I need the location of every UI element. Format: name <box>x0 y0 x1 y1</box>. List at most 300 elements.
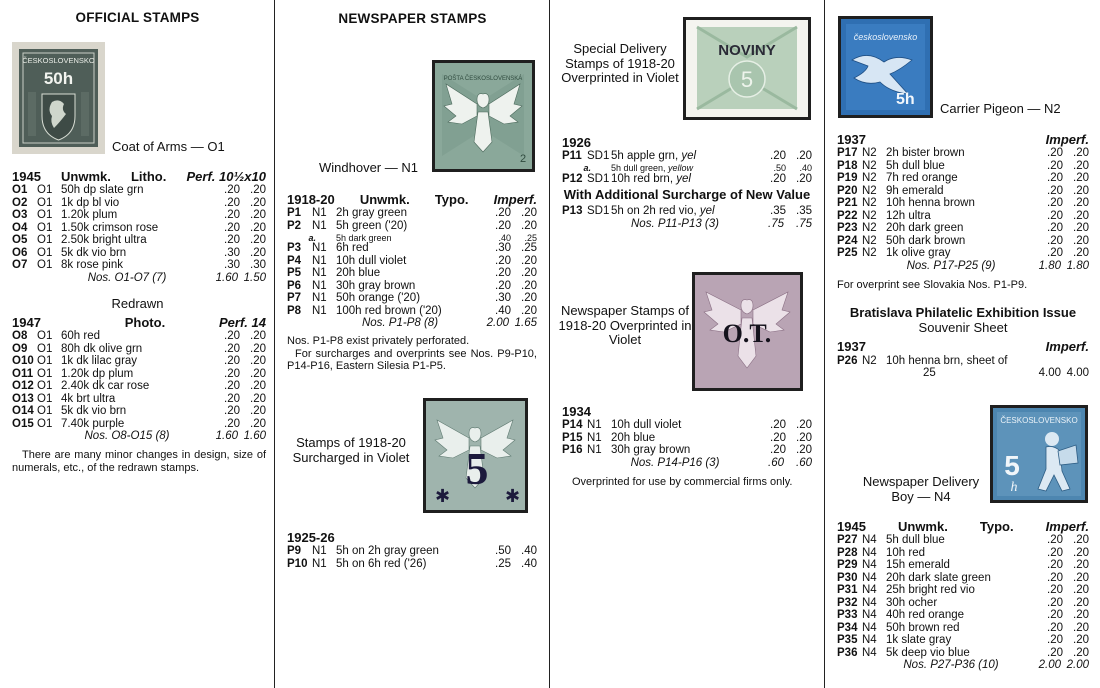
catalog-number: P30 <box>837 571 858 584</box>
description-text: 1.20k plum <box>61 209 118 222</box>
stamp-row <box>837 223 1089 236</box>
stamp-unit-text: h <box>1010 480 1018 495</box>
stamp-description <box>61 418 214 431</box>
description-text: 80h dk olive grn <box>61 342 143 355</box>
stamp-value-text: 2 <box>520 153 527 165</box>
design-type: N4 <box>862 646 877 659</box>
issue-print: Typo. <box>979 519 1014 534</box>
surcharged-stamp-image <box>423 398 528 513</box>
catalog-number: P27 <box>837 534 858 547</box>
mint-value: .20 <box>495 279 511 292</box>
catalog-number: O9 <box>12 342 28 355</box>
stamp-row <box>837 585 1089 598</box>
overprint-1934-listing <box>562 405 812 488</box>
stamp-row <box>837 572 1089 585</box>
stamp-description <box>336 305 485 318</box>
stamp-description <box>336 545 485 558</box>
catalog-number: P29 <box>837 559 858 572</box>
catalog-number: O7 <box>12 259 28 272</box>
total-row: Nos. P1-P8 (8) 2.00 1.65 <box>361 317 537 330</box>
stamp-description <box>61 330 214 343</box>
catalog-number: O11 <box>12 367 34 380</box>
used-value: .20 <box>1073 609 1089 622</box>
total-row: Nos. O1-O7 (7) 1.60 1.50 <box>87 271 266 284</box>
stamp-row <box>562 420 812 433</box>
catalog-number: P9 <box>287 545 302 558</box>
stamp-description <box>886 572 1037 585</box>
stamp-description <box>336 280 485 293</box>
stamp-row <box>837 547 1089 560</box>
catalog-number: P32 <box>837 596 858 609</box>
catalog-number: P21 <box>837 197 858 210</box>
description-text: 5h dull blue <box>886 534 945 547</box>
catalog-number: P31 <box>837 584 858 597</box>
used-value: .20 <box>1073 159 1089 172</box>
stamp-row <box>287 546 537 559</box>
design-type: O1 <box>37 405 53 418</box>
stamp-frame-text: POŠTA ČESKOSLOVENSKÁ <box>443 76 523 82</box>
stamp-row <box>837 535 1089 548</box>
mint-value: .20 <box>1047 596 1063 609</box>
design-type: O1 <box>37 330 53 343</box>
stamp-list <box>562 151 812 186</box>
stamp-row <box>837 610 1089 623</box>
stamp-list <box>837 148 1089 261</box>
stamp-row <box>12 260 266 273</box>
catalog-number: P10 <box>287 557 308 570</box>
stamp-description <box>61 209 214 222</box>
description-text: 12h ultra <box>886 209 931 222</box>
mint-value: .20 <box>224 234 240 247</box>
stamp-row <box>562 432 812 445</box>
stamp-value-text: 5 <box>1004 450 1020 481</box>
column-newspaper <box>275 0 550 688</box>
design-type: O1 <box>37 234 53 247</box>
stamp-row <box>287 208 537 221</box>
issue-header <box>837 520 1089 535</box>
catalog-number: P13 <box>562 205 583 218</box>
issue-header <box>837 340 1089 355</box>
used-value: .20 <box>1073 172 1089 185</box>
stamp-caption: Carrier Pigeon — N2 <box>940 101 1061 116</box>
total-row: Nos. P11-P13 (3) .75 .75 <box>631 217 812 230</box>
stamp-description <box>886 597 1037 610</box>
mint-value: .20 <box>1047 234 1063 247</box>
mint-value: .20 <box>495 219 511 232</box>
mint-value: .20 <box>224 392 240 405</box>
mint-value: .20 <box>495 267 511 280</box>
issue-header <box>837 133 1089 148</box>
stamp-list <box>287 208 537 318</box>
issue-perf: Perf. 10½x10 <box>186 169 266 184</box>
description-text: 20h dark green <box>886 222 964 235</box>
stamp-row <box>12 185 266 198</box>
used-value: .25 <box>521 242 537 255</box>
stamp-description <box>611 150 760 163</box>
stamp-description <box>336 220 485 233</box>
official-1945-listing <box>12 170 266 285</box>
catalog-number: a. <box>308 232 316 243</box>
used-value: .20 <box>796 172 812 185</box>
mint-value: .20 <box>224 196 240 209</box>
design-type: N4 <box>862 584 877 597</box>
stamp-row <box>287 558 537 571</box>
description-text: 5h dark green <box>336 232 392 243</box>
catalog-number: P2 <box>287 219 302 232</box>
mint-value: .20 <box>1047 559 1063 572</box>
design-type: SD1 <box>587 205 610 218</box>
mint-value: .20 <box>1047 247 1063 260</box>
stamp-list <box>562 205 812 218</box>
design-type: N2 <box>862 147 877 160</box>
catalog-number: P33 <box>837 609 858 622</box>
stamp-row <box>837 597 1089 610</box>
description-text: 7.40k purple <box>61 417 125 430</box>
used-value: .20 <box>250 184 266 197</box>
used-value: .25 <box>524 232 537 243</box>
issue-year: 1925-26 <box>287 530 335 545</box>
noviny-stamp-image <box>683 17 811 120</box>
catalog-number: O8 <box>12 330 28 343</box>
stamp-list <box>12 331 266 431</box>
stamp-description <box>336 292 485 305</box>
design-type: N2 <box>862 197 877 210</box>
stamp-description <box>886 235 1037 248</box>
paper-color: yel <box>676 172 691 185</box>
stamp-description <box>886 210 1037 223</box>
issue-perf: Imperf. <box>493 192 537 207</box>
catalog-number: P8 <box>287 304 302 317</box>
catalog-number: O5 <box>12 234 28 247</box>
catalog-number: P28 <box>837 546 858 559</box>
stamp-description <box>886 160 1037 173</box>
stamp-list <box>562 420 812 458</box>
stamp-description <box>61 343 214 356</box>
catalog-number: P6 <box>287 279 302 292</box>
catalog-number: P1 <box>287 207 302 220</box>
mint-value: .20 <box>1047 147 1063 160</box>
stamp-row <box>287 243 537 256</box>
stamp-description <box>886 559 1037 572</box>
catalog-number: P14 <box>562 419 583 432</box>
stamp-list <box>12 185 266 273</box>
stamp-row: P26 N2 10h henna brn, sheet of <box>837 354 1008 367</box>
ot-stamp-image <box>692 272 803 391</box>
mint-value: .20 <box>1047 546 1063 559</box>
stamp-row <box>287 233 537 243</box>
stamp-row <box>837 185 1089 198</box>
coat-of-arms-stamp-image <box>12 42 105 154</box>
used-value: .20 <box>1073 571 1089 584</box>
description-text: 2h bister brown <box>886 147 965 160</box>
design-type: N4 <box>862 621 877 634</box>
design-type: O1 <box>37 184 53 197</box>
stamp-description <box>886 584 1037 597</box>
overprint-text: NOVINY <box>718 42 776 59</box>
stamp-value-text: 5 <box>740 67 754 92</box>
svg-text:✱: ✱ <box>435 486 451 507</box>
boy-caption: Newspaper Delivery Boy — N4 <box>862 474 980 504</box>
description-text: 10h henna brown <box>886 197 975 210</box>
catalog-number: a. <box>583 163 591 174</box>
column-overprints <box>550 0 825 688</box>
stamp-description <box>61 393 214 406</box>
used-value: .20 <box>1073 646 1089 659</box>
mint-value: .20 <box>224 367 240 380</box>
used-value: .40 <box>799 163 812 174</box>
catalog-number: P34 <box>837 621 858 634</box>
description-text: 5h green ('20) <box>336 219 408 232</box>
stamp-row <box>837 173 1089 186</box>
issue-print: Photo. <box>124 315 166 330</box>
used-value: .20 <box>796 431 812 444</box>
catalog-number: P12 <box>562 172 583 185</box>
design-type: N1 <box>587 444 602 457</box>
noviny-caption: Special Delivery Stamps of 1918-20 Overprinted in Violet <box>561 41 679 86</box>
used-value: .20 <box>521 207 537 220</box>
stamp-description <box>611 163 760 173</box>
stamp-description <box>886 634 1037 647</box>
mint-value: .20 <box>1047 172 1063 185</box>
mint-value: .20 <box>224 221 240 234</box>
catalog-number: O13 <box>12 392 34 405</box>
description-text: 4k brt ultra <box>61 392 116 405</box>
design-type: N2 <box>862 222 877 235</box>
mint-value: .20 <box>770 444 786 457</box>
total-row: Nos. P17-P25 (9) 1.80 1.80 <box>906 259 1089 272</box>
description-text: 1k dk lilac gray <box>61 355 138 368</box>
stamp-description <box>61 380 214 393</box>
stamp-row <box>562 163 812 173</box>
mint-value: .20 <box>1047 621 1063 634</box>
used-value: .20 <box>1073 634 1089 647</box>
mint-value: .20 <box>224 355 240 368</box>
mint-value: .20 <box>224 380 240 393</box>
stamp-list <box>837 535 1089 660</box>
description-text: 5h on 2h gray green <box>336 545 439 558</box>
used-value: .20 <box>521 219 537 232</box>
stamp-row <box>12 247 266 260</box>
stamp-row <box>287 255 537 268</box>
description-text: 20h dark slate green <box>886 571 991 584</box>
description-text: 1.20k dp plum <box>61 367 134 380</box>
used-value: .40 <box>521 557 537 570</box>
description-text: 5h on 6h red ('26) <box>336 557 427 570</box>
used-value: .20 <box>521 254 537 267</box>
used-value: .20 <box>250 380 266 393</box>
catalog-number: P4 <box>287 254 302 267</box>
mint-value: .20 <box>1047 646 1063 659</box>
stamp-row <box>562 445 812 458</box>
used-value: .20 <box>521 292 537 305</box>
design-type: N1 <box>312 304 327 317</box>
stamp-row <box>837 160 1089 173</box>
stamp-country-text: ČESKOSLOVENSKO <box>22 56 95 65</box>
stamp-description <box>611 432 760 445</box>
used-value: .20 <box>796 150 812 163</box>
redrawn-heading: Redrawn <box>111 296 164 311</box>
catalog-number: P35 <box>837 634 858 647</box>
paper-color: yel <box>699 205 715 218</box>
catalog-number: O4 <box>12 221 28 234</box>
stamp-row <box>12 406 266 419</box>
stamp-row <box>287 268 537 281</box>
stamp-caption: Windhover — N1 <box>319 160 418 175</box>
overprint-text: O.T. <box>722 319 772 348</box>
used-value: .20 <box>250 196 266 209</box>
description-text: 7h red orange <box>886 172 958 185</box>
catalog-number: O2 <box>12 196 28 209</box>
description-text: 6h red <box>336 242 369 255</box>
stamp-description <box>61 234 214 247</box>
issue-watermark: Unwmk. <box>61 169 111 184</box>
used-value: .20 <box>1073 546 1089 559</box>
description-text: 8k rose pink <box>61 259 124 272</box>
catalog-number: P7 <box>287 292 302 305</box>
issue-print: Litho. <box>130 169 167 184</box>
description-text: 9h emerald <box>886 184 944 197</box>
used-value: .20 <box>250 417 266 430</box>
surcharge-note: For surcharges and overprints see Nos. P9-P10, P14-P16, Eastern Silesia P1-P5. <box>287 347 537 373</box>
stamp-row <box>12 235 266 248</box>
description-text: 5k dk vio brn <box>61 246 127 259</box>
description-text: 30h gray brown <box>611 444 691 457</box>
stamp-row <box>837 647 1089 660</box>
catalog-number: P19 <box>837 172 858 185</box>
used-value: .20 <box>796 419 812 432</box>
surcharge-heading: With Additional Surcharge of New Value <box>563 186 811 202</box>
issue-header <box>12 316 266 331</box>
stamp-description <box>61 247 214 260</box>
mint-value: .20 <box>224 209 240 222</box>
redrawn-note: There are many minor changes in design, size of numerals, etc., of the redrawn stamps. <box>12 449 266 474</box>
stamp-row <box>562 205 812 218</box>
mint-value: .20 <box>1047 184 1063 197</box>
description-text: 5k dk vio brn <box>61 405 127 418</box>
catalog-number: P23 <box>837 222 858 235</box>
mint-value: .20 <box>1047 197 1063 210</box>
mint-value: .20 <box>1047 634 1063 647</box>
description-text: 25h bright red vio <box>886 584 975 597</box>
mint-value: .40 <box>495 304 511 317</box>
description-text: 10h red brn, <box>611 172 677 185</box>
design-type: O1 <box>37 342 53 355</box>
description-text: 2h gray green <box>336 207 407 220</box>
stamp-description <box>611 444 760 457</box>
issue-perf: Imperf. <box>1045 132 1089 147</box>
stamp-description <box>61 259 214 272</box>
stamp-row <box>837 148 1089 161</box>
catalog-number: O14 <box>12 405 34 418</box>
stamp-description <box>611 419 760 432</box>
catalog-number: O12 <box>12 380 34 393</box>
newspaper-1925-listing <box>287 531 537 571</box>
stamp-row <box>837 248 1089 261</box>
used-value: .20 <box>250 234 266 247</box>
catalog-number: P25 <box>837 247 858 260</box>
description-text: 5h dull blue <box>886 159 945 172</box>
used-value: .20 <box>521 279 537 292</box>
surcharge-caption: Stamps of 1918-20 Surcharged in Violet <box>292 435 410 465</box>
mint-value: .20 <box>224 184 240 197</box>
stamp-row <box>837 622 1089 635</box>
stamp-row <box>12 368 266 381</box>
issue-year: 1945 <box>837 519 866 534</box>
mint-value: .20 <box>1047 534 1063 547</box>
total-row: Nos. P14-P16 (3) .60 .60 <box>630 456 812 469</box>
mint-value: .25 <box>495 557 511 570</box>
catalog-number: O15 <box>12 417 34 430</box>
stamp-value-text: 50h <box>43 69 74 88</box>
used-value: .20 <box>1073 584 1089 597</box>
stamp-row <box>837 210 1089 223</box>
description-text: 5k deep vio blue <box>886 646 970 659</box>
used-value: .20 <box>1073 621 1089 634</box>
design-type: N2 <box>862 234 877 247</box>
perforation-note: Nos. P1-P8 exist privately perforated. <box>287 335 470 348</box>
ot-caption: Newspaper Stamps of 1918-20 Overprinted in Violet <box>558 303 692 348</box>
stamp-description <box>336 233 485 243</box>
catalog-number: P15 <box>562 431 583 444</box>
description-text: 1k dp bl vio <box>61 196 120 209</box>
paper-color: yel <box>681 150 697 163</box>
stamp-row <box>12 331 266 344</box>
stamp-row <box>12 343 266 356</box>
section-header: OFFICIAL STAMPS <box>75 10 200 25</box>
stamp-row <box>837 560 1089 573</box>
catalog-number: O3 <box>12 209 28 222</box>
description-text: 30h ocher <box>886 596 938 609</box>
stamp-description <box>336 255 485 268</box>
stamp-description <box>61 355 214 368</box>
stamp-description <box>611 173 760 186</box>
newspaper-1918-listing <box>287 193 537 373</box>
description-text: 50h brown red <box>886 621 960 634</box>
description-text: 10h dull violet <box>611 419 682 432</box>
design-type: N1 <box>312 545 327 558</box>
total-row: Nos. P27-P36 (10) 2.00 2.00 <box>903 659 1089 672</box>
used-value: .20 <box>521 304 537 317</box>
catalog-number: O10 <box>12 355 34 368</box>
mint-value: .20 <box>770 431 786 444</box>
stamp-value-text: 5h <box>896 91 915 108</box>
used-value: .20 <box>250 221 266 234</box>
windhover-stamp-image <box>432 60 535 172</box>
stamp-row <box>287 280 537 293</box>
stamp-row <box>12 222 266 235</box>
stamp-row <box>12 197 266 210</box>
stamp-description <box>61 405 214 418</box>
design-type: N4 <box>862 609 877 622</box>
design-type: O1 <box>37 209 53 222</box>
design-type: O1 <box>37 355 53 368</box>
stamp-description <box>886 197 1037 210</box>
description-text: 10h red <box>886 546 926 559</box>
design-type: O1 <box>37 196 53 209</box>
mint-value: .20 <box>495 254 511 267</box>
mint-value: .20 <box>224 405 240 418</box>
used-value: .20 <box>250 246 266 259</box>
exhibition-issue <box>837 306 1089 380</box>
stamp-description <box>886 247 1037 260</box>
description-text: 50h dp slate grn <box>61 184 144 197</box>
mint-value: .20 <box>1047 159 1063 172</box>
stamp-row-continued: 25 4.00 4.00 <box>923 367 1089 380</box>
used-value: .20 <box>250 209 266 222</box>
delivery-boy-stamp-image <box>990 405 1088 503</box>
description-text: 5h dull green, <box>611 163 669 174</box>
column-pigeon <box>825 0 1100 688</box>
